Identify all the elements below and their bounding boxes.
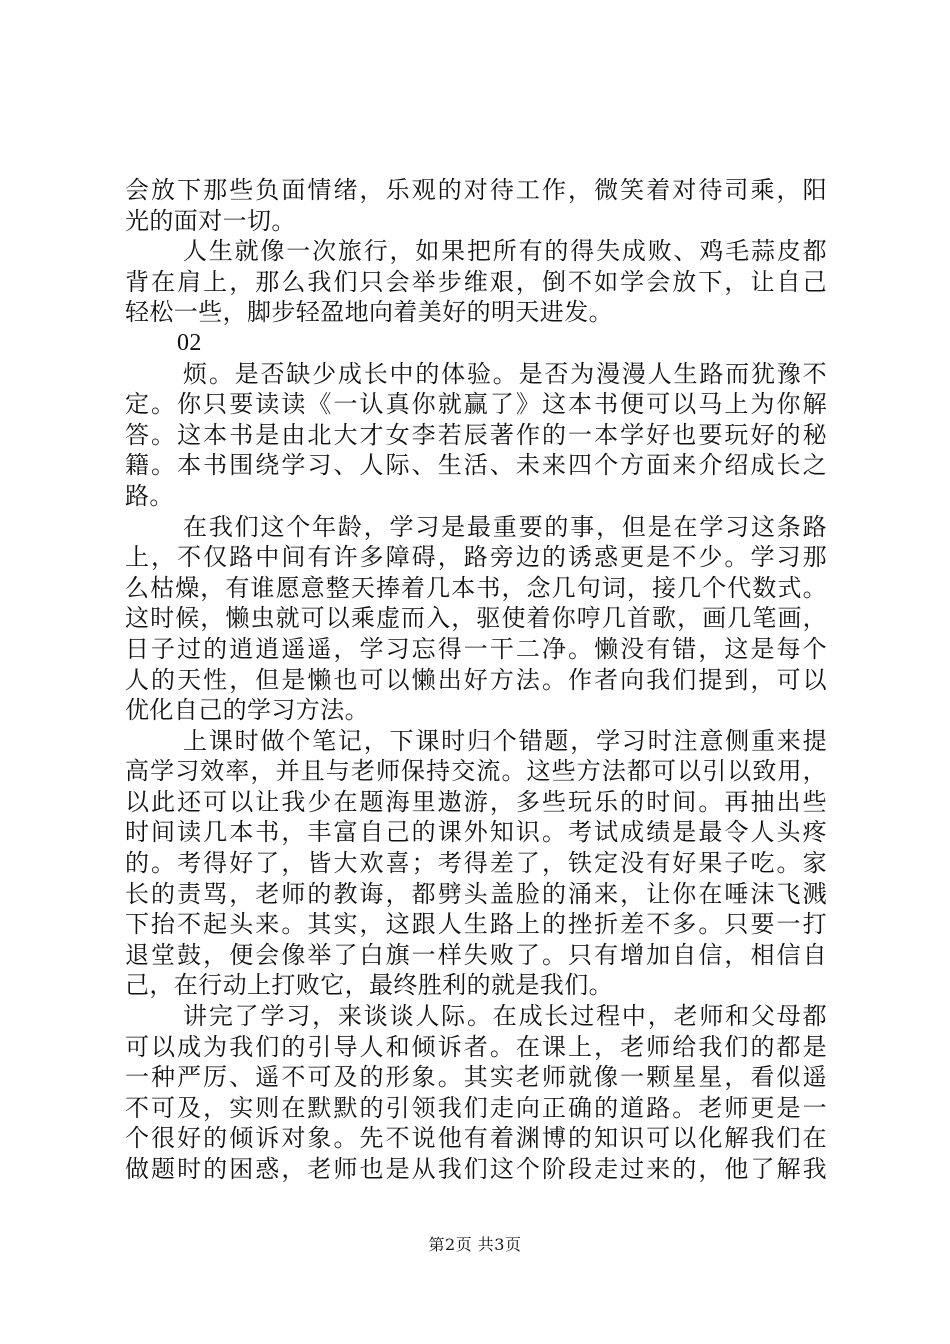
text-line: 的。考得好了，皆大欢喜；考得差了，铁定没有好果子吃。家 <box>125 849 827 878</box>
text-line: 个很好的倾诉对象。先不说他有着渊博的知识可以化解我们在 <box>125 1124 827 1153</box>
text-line: 高学习效率，并且与老师保持交流。这些方法都可以引以致用， <box>125 757 827 786</box>
text-line: 人生就像一次旅行，如果把所有的得失成败、鸡毛蒜皮都 <box>183 237 827 266</box>
text-line: 上，不仅路中间有许多障碍，路旁边的诱惑更是不少。学习那 <box>125 543 827 572</box>
text-line: 光的面对一切。 <box>125 206 296 235</box>
text-line: 不可及，实则在默默的引领我们走向正确的道路。老师更是一 <box>125 1093 827 1122</box>
text-line: 在我们这个年龄，学习是最重要的事，但是在学习这条路 <box>183 512 827 541</box>
text-line: 长的责骂，老师的教诲，都劈头盖脸的涌来，让你在唾沫飞溅 <box>125 879 827 908</box>
section-number: 02 <box>177 329 202 356</box>
text-line: 下抬不起头来。其实，这跟人生路上的挫折差不多。只要一打 <box>125 910 827 939</box>
text-line: 可以成为我们的引导人和倾诉者。在课上，老师给我们的都是 <box>125 1032 827 1061</box>
text-line: 己，在行动上打败它，最终胜利的就是我们。 <box>125 971 613 1000</box>
text-line: 会放下那些负面情绪，乐观的对待工作，微笑着对待司乘，阳 <box>125 176 827 204</box>
text-line: 以此还可以让我少在题海里遨游，多些玩乐的时间。再抽出些 <box>125 787 827 816</box>
text-line: 人的天性，但是懒也可以懒出好方法。作者向我们提到，可以 <box>125 665 827 694</box>
text-line: 背在肩上，那么我们只会举步维艰，倒不如学会放下，让自己 <box>125 267 827 296</box>
text-line: 上课时做个笔记，下课时归个错题，学习时注意侧重来提 <box>183 726 827 755</box>
text-line: 么枯燥，有谁愿意整天捧着几本书，念几句词，接几个代数式。 <box>125 573 827 602</box>
text-line: 轻松一些，脚步轻盈地向着美好的明天进发。 <box>125 298 613 327</box>
text-line: 烦。是否缺少成长中的体验。是否为漫漫人生路而犹豫不 <box>183 359 827 388</box>
text-line: 一种严厉、遥不可及的形象。其实老师就像一颗星星，看似遥 <box>125 1063 827 1092</box>
text-line: 讲完了学习，来谈谈人际。在成长过程中，老师和父母都 <box>183 1002 827 1031</box>
text-line: 时间读几本书，丰富自己的课外知识。考试成绩是最令人头疼 <box>125 818 827 847</box>
text-line: 退堂鼓，便会像举了白旗一样失败了。只有增加自信，相信自 <box>125 940 827 969</box>
page-footer: 第2页 共3页 <box>428 1235 522 1254</box>
text-line: 定。你只要读读《一认真你就赢了》这本书便可以马上为你解 <box>125 390 827 419</box>
text-line: 路。 <box>125 481 174 510</box>
document-body <box>125 175 827 1185</box>
text-line: 优化自己的学习方法。 <box>125 696 369 725</box>
text-line: 籍。本书围绕学习、人际、生活、未来四个方面来介绍成长之 <box>125 451 827 480</box>
text-line: 答。这本书是由北大才女李若辰著作的一本学好也要玩好的秘 <box>125 420 827 449</box>
text-line: 日子过的逍逍遥遥，学习忘得一干二净。懒没有错，这是每个 <box>125 634 827 663</box>
text-line: 这时候，懒虫就可以乘虚而入，驱使着你哼几首歌，画几笔画， <box>125 604 827 633</box>
text-line: 做题时的困惑，老师也是从我们这个阶段走过来的，他了解我 <box>125 1155 827 1183</box>
